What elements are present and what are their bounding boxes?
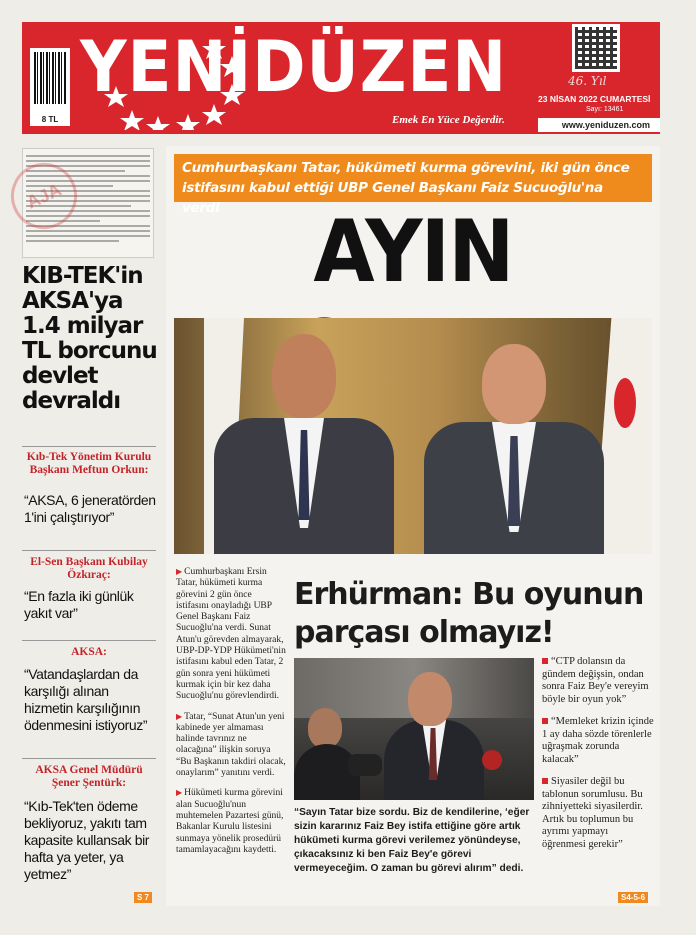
bullet-quote: Siyasiler değil bu tablonun sorumlusu. Bu zihniyetteki siyasilerdir. Artık bu toplumun bu ayrımı yapmayı öğrenmesi gerekir” <box>542 776 643 850</box>
page-reference[interactable]: S4-5-6 <box>618 892 648 903</box>
quote-orkun: “AKSA, 6 jeneratörden 1'ini çalıştırıyor” <box>24 492 156 525</box>
quote-bullets <box>542 656 654 861</box>
barcode <box>34 52 66 104</box>
photo-caption: “Sayın Tatar bize sordu. Biz de kendilerine, ‘eğer sizin kararınız Faiz Bey istifa ettiğine göre artık hükümeti kurma görevi verilemez yönündeyse, çıkacaksınız ki ben Faiz Bey'e görevi vermeyeceğim. O zaman bu görevi alırım” dedi. <box>294 807 530 874</box>
main-photo <box>174 318 652 554</box>
person-tatar <box>482 344 546 424</box>
microphone-icon <box>348 754 382 776</box>
main-story <box>166 146 660 906</box>
page-reference[interactable]: S 7 <box>134 892 152 903</box>
quote-aksa: “Vatandaşlardan da karşılığı alınan hizmetin karşılığının ödenmesini istiyoruz” <box>24 666 148 733</box>
quote-senturk: “Kıb-Tek'ten ödeme bekliyoruz, yakıtı tam kapasite kullansak bir hafta ya yeter, ya yetmez” <box>24 798 150 882</box>
qr-code-icon <box>572 24 620 72</box>
body-paragraph: Cumhurbaşkanı Ersin Tatar, hükümeti kurma görevini 2 gün önce istifasını onayladığı UBP Genel Başkanı Faiz Sucuoğlu'na verdi. Sunat Atun'u görevden almayarak, UBP-DP-YDP Hükümeti'nin istifasını kabul eden Tatar, 2 gün sonra yeni hükümeti kurmak için bir kez daha Sucuoğlu'nu görevlendirdi. <box>176 567 286 702</box>
story-body: ▶ Cumhurbaşkanı Ersin Tatar, hükümeti kurma görevini 2 gün önce istifasını onayladığı UBP Genel Başkanı Faiz Sucuoğlu'na verdi. Sunat Atun'u görevden almayarak, UBP-DP-YDP Hükümeti'nin istifasını kabul eden Tatar, 2 gün sonra yeni hükümeti kurmak için bir kez daha Sucuoğlu'nu görevlendirdi. ▶ Tatar, “Sunat Atun'un yeni kabinede yer almaması halinde tavrınız ne olacağına” ilişkin soruya “Bu Başkanın takdiri olacak, onaylarım” yanıtını verdi. ▶ Hükümeti kurma görevini alan Sucuoğlu'nun muhtemelen Pazartesi günü, Bakanlar Kurulu listesini sunmaya yönelik prosedürü tamamlayacağını kaydetti. <box>176 567 286 855</box>
divider <box>22 550 156 551</box>
story-overline: Cumhurbaşkanı Tatar, hükümeti kurma görevini, iki gün önce istifasını kabul ettiği UBP Genel Başkanı Faiz Sucuoğlu'na verdi <box>174 154 652 202</box>
body-paragraph: Hükümeti kurma görevini alan Sucuoğlu'nun muhtemelen Pazartesi günü, Bakanlar Kurulu listesini sunmaya yönelik prosedürü tamamlayacağını kaydetti. <box>176 788 284 855</box>
website-link[interactable]: www.yeniduzen.com <box>538 118 660 132</box>
anniversary: 46. Yıl <box>568 74 607 88</box>
person-sucuoglu <box>272 334 336 418</box>
stamp-watermark: AJA <box>0 152 88 240</box>
price: 8 TL <box>41 115 59 124</box>
divider <box>22 640 156 641</box>
microphone-icon <box>482 750 502 770</box>
newspaper-logo: YENİDÜZEN <box>80 26 508 108</box>
masthead-info <box>538 22 660 134</box>
kicker-senturk: AKSA Genel Müdürü Şener Şentürk: <box>35 764 143 789</box>
kicker-aksa: AKSA: <box>71 646 107 658</box>
motto: Emek En Yüce Değerdir. <box>392 114 505 126</box>
left-column <box>22 146 158 906</box>
legal-notice-box <box>22 148 154 258</box>
left-headline[interactable]: KIB-TEK'in AKSA'ya 1.4 milyar TL borcunu devlet devraldı <box>22 263 157 414</box>
bullet-quote: “Memleket krizin içinde 1 ay daha sözde törenlerle uğraşmak zorunda kalacak” <box>542 716 654 765</box>
story-title[interactable]: AYIN <box>313 202 513 302</box>
person-erhurman <box>408 672 452 726</box>
divider <box>22 446 156 447</box>
erhurman-photo <box>294 658 534 800</box>
quote-ozkirac: “En fazla iki günlük yakıt var” <box>24 588 134 621</box>
masthead <box>22 22 660 134</box>
divider <box>22 758 156 759</box>
issue-number: Sayı: 13461 <box>586 106 624 113</box>
issue-date: 23 NİSAN 2022 CUMARTESİ <box>538 94 651 104</box>
kicker-ozkirac: El-Sen Başkanı Kubilay Özkıraç: <box>30 556 148 581</box>
kicker-orkun: Kıb-Tek Yönetim Kurulu Başkanı Meftun Orkun: <box>26 451 152 476</box>
sub-story-title[interactable]: Erhürman: Bu oyunun parçası olmayız! <box>294 577 644 650</box>
barcode-box <box>30 48 70 126</box>
bullet-quote: “CTP dolansın da gündem değişsin, ondan sonra Faiz Bey'e vereyim böyle bir oyun yok” <box>542 656 649 705</box>
body-paragraph: Tatar, “Sunat Atun'un yeni kabinede yer almaması halinde tavrınız ne olacağına” ilişkin soruya “Bu Başkanın takdiri olacak, onaylarım” yanıtını verdi. <box>176 711 286 779</box>
